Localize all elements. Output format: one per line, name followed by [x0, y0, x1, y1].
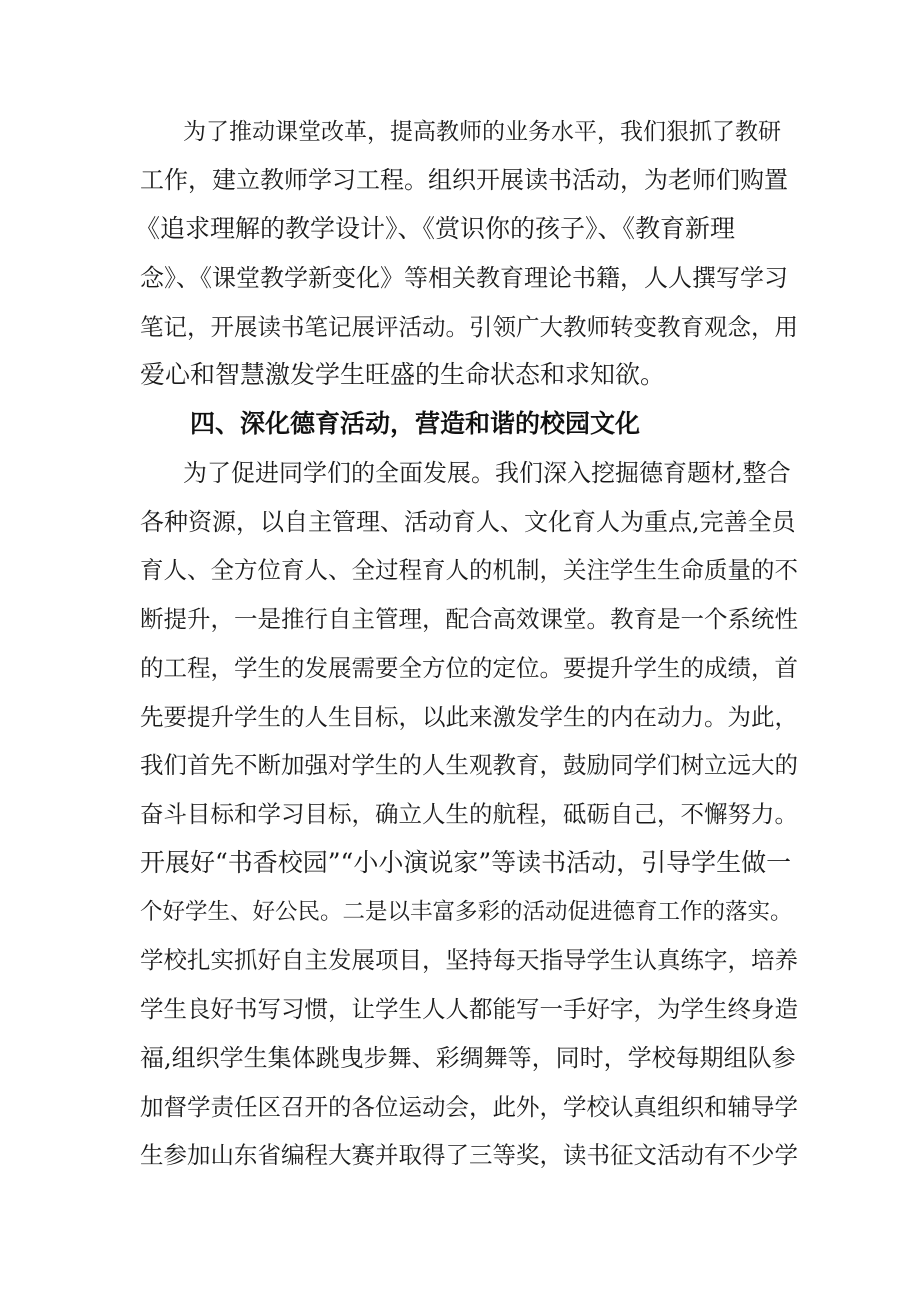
- paragraph-line: 福,组织学生集体跳曳步舞、彩绸舞等，同时，学校每期组队参: [140, 1044, 796, 1072]
- paragraph-line: 爱心和智慧激发学生旺盛的生命状态和求知欲。: [140, 360, 666, 389]
- paragraph-line: 为了促进同学们的全面发展。我们深入挖掘德育题材,整合: [183, 459, 791, 487]
- paragraph-line: 念》、《课堂教学新变化》等相关教育理论书籍，人人撰写学习: [140, 264, 788, 292]
- paragraph-line: 育人、全方位育人、全过程育人的机制，关注学生生命质量的不: [140, 556, 798, 584]
- paragraph-line: 加督学责任区召开的各位运动会，此外，学校认真组织和辅导学: [140, 1093, 798, 1121]
- paragraph-line: 断提升，一是推行自主管理，配合高效课堂。教育是一个系统性: [140, 605, 798, 633]
- paragraph-line: 各种资源，以自主管理、活动育人、文化育人为重点,完善全员: [140, 508, 796, 536]
- paragraph-line: 先要提升学生的人生目标，以此来激发学生的内在动力。为此，: [140, 703, 798, 731]
- paragraph-line: 为了推动课堂改革，提高教师的业务水平，我们狠抓了教研: [183, 119, 781, 145]
- paragraph-line: 奋斗目标和学习目标，确立人生的航程，砥砺自己，不懈努力。: [140, 800, 798, 828]
- paragraph-line: 《追求理解的教学设计》、《赏识你的孩子》、《教育新理: [135, 214, 736, 243]
- paragraph-line: 的工程，学生的发展需要全方位的定位。要提升学生的成绩，首: [140, 654, 798, 682]
- paragraph-line: 工作，建立教师学习工程。组织开展读书活动，为老师们购置: [140, 166, 788, 194]
- paragraph-line: 学校扎实抓好自主发展项目，坚持每天指导学生认真练字，培养: [140, 946, 798, 974]
- paragraph-line: 个好学生、好公民。二是以丰富多彩的活动促进德育工作的落实。: [140, 899, 793, 925]
- section-heading: 四、深化德育活动，营造和谐的校园文化: [190, 409, 641, 438]
- paragraph-line: 学生良好书写习惯，让学生人人都能写一手好字，为学生终身造: [140, 995, 798, 1023]
- paragraph-line: 我们首先不断加强对学生的人生观教育，鼓励同学们树立远大的: [140, 751, 798, 779]
- paragraph-line: 生参加山东省编程大赛并取得了三等奖，读书征文活动有不少学: [140, 1141, 798, 1169]
- paragraph-line: 笔记，开展读书笔记展评活动。引领广大教师转变教育观念，用: [140, 313, 798, 341]
- paragraph-line: 开展好“书香校园”“小小演说家”等读书活动，引导学生做一: [140, 848, 792, 877]
